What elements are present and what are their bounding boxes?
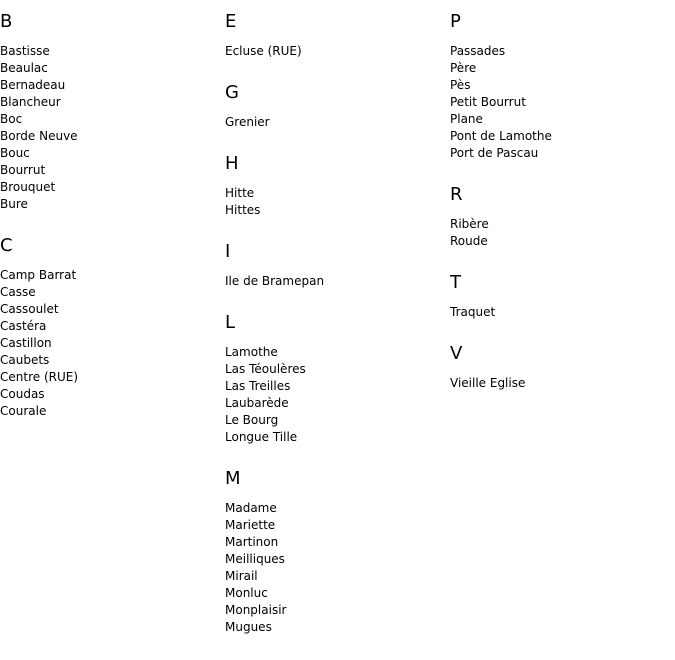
letter-heading: V [450, 343, 463, 364]
letter-heading: H [225, 153, 239, 174]
letter-group [225, 10, 445, 60]
street-link[interactable]: Castéra [0, 319, 47, 333]
street-link[interactable]: Roude [450, 234, 488, 248]
street-link[interactable]: Hittes [225, 203, 261, 217]
street-link[interactable]: Laubarède [225, 396, 289, 410]
street-link[interactable]: Monplaisir [225, 603, 287, 617]
street-list [225, 273, 445, 290]
street-link[interactable]: Ribère [450, 217, 489, 231]
street-link[interactable]: Père [450, 61, 477, 75]
street-link[interactable]: Las Treilles [225, 379, 291, 393]
street-link[interactable]: Centre (RUE) [0, 370, 79, 384]
letter-group [225, 311, 445, 446]
street-link[interactable]: Pès [450, 78, 471, 92]
street-list [450, 304, 670, 321]
letter-heading: L [225, 312, 236, 333]
street-link[interactable]: Casse [0, 285, 36, 299]
letter-heading: G [225, 82, 239, 103]
street-link[interactable]: Pont de Lamothe [450, 129, 552, 143]
street-list [0, 267, 220, 420]
street-link[interactable]: Brouquet [0, 180, 56, 194]
street-link[interactable]: Madame [225, 501, 277, 515]
street-link[interactable]: Castillon [0, 336, 52, 350]
index-column-1 [0, 10, 220, 441]
street-link[interactable]: Courale [0, 404, 47, 418]
letter-group [225, 152, 445, 219]
letter-group [225, 467, 445, 636]
index-column-2 [225, 10, 445, 657]
letter-heading: P [450, 11, 461, 32]
letter-group [450, 271, 670, 321]
street-link[interactable]: Blancheur [0, 95, 61, 109]
street-link[interactable]: Lamothe [225, 345, 278, 359]
street-list [225, 344, 445, 446]
street-list [225, 185, 445, 219]
street-link[interactable]: Meilliques [225, 552, 285, 566]
street-link[interactable]: Traquet [450, 305, 496, 319]
street-link[interactable]: Petit Bourrut [450, 95, 526, 109]
street-list [450, 43, 670, 162]
street-link[interactable]: Monluc [225, 586, 268, 600]
street-link[interactable]: Bernadeau [0, 78, 66, 92]
street-link[interactable]: Caubets [0, 353, 50, 367]
street-list [0, 43, 220, 213]
street-link[interactable]: Grenier [225, 115, 270, 129]
street-link[interactable]: Longue Tille [225, 430, 298, 444]
street-link[interactable]: Martinon [225, 535, 279, 549]
letter-group [0, 10, 220, 213]
street-link[interactable]: Cassoulet [0, 302, 59, 316]
street-link[interactable]: Ile de Bramepan [225, 274, 325, 288]
street-link[interactable]: Vieille Eglise [450, 376, 526, 390]
letter-group [225, 81, 445, 131]
street-link[interactable]: Mirail [225, 569, 258, 583]
letter-heading: B [0, 11, 13, 32]
street-list [225, 114, 445, 131]
street-link[interactable]: Mariette [225, 518, 276, 532]
street-link[interactable]: Coudas [0, 387, 45, 401]
letter-group [450, 342, 670, 392]
letter-group [0, 234, 220, 420]
street-link[interactable]: Bure [0, 197, 28, 211]
street-link[interactable]: Mugues [225, 620, 272, 634]
letter-group [225, 240, 445, 290]
street-list [450, 375, 670, 392]
street-link[interactable]: Bourrut [0, 163, 46, 177]
index-column-3 [450, 10, 670, 413]
letter-group [450, 10, 670, 162]
street-link[interactable]: Hitte [225, 186, 255, 200]
street-list [225, 500, 445, 636]
street-list [450, 216, 670, 250]
street-link[interactable]: Boc [0, 112, 23, 126]
letter-heading: E [225, 11, 237, 32]
street-link[interactable]: Port de Pascau [450, 146, 539, 160]
street-link[interactable]: Passades [450, 44, 506, 58]
street-link[interactable]: Ecluse (RUE) [225, 44, 302, 58]
letter-heading: M [225, 468, 241, 489]
street-link[interactable]: Le Bourg [225, 413, 279, 427]
letter-heading: C [0, 235, 13, 256]
letter-heading: I [225, 241, 231, 262]
street-link[interactable]: Beaulac [0, 61, 48, 75]
letter-heading: T [450, 272, 461, 293]
street-link[interactable]: Camp Barrat [0, 268, 77, 282]
letter-group [450, 183, 670, 250]
street-link[interactable]: Las Téoulères [225, 362, 306, 376]
street-link[interactable]: Bastisse [0, 44, 50, 58]
street-link[interactable]: Borde Neuve [0, 129, 78, 143]
street-list [225, 43, 445, 60]
street-link[interactable]: Plane [450, 112, 483, 126]
street-link[interactable]: Bouc [0, 146, 30, 160]
letter-heading: R [450, 184, 463, 205]
